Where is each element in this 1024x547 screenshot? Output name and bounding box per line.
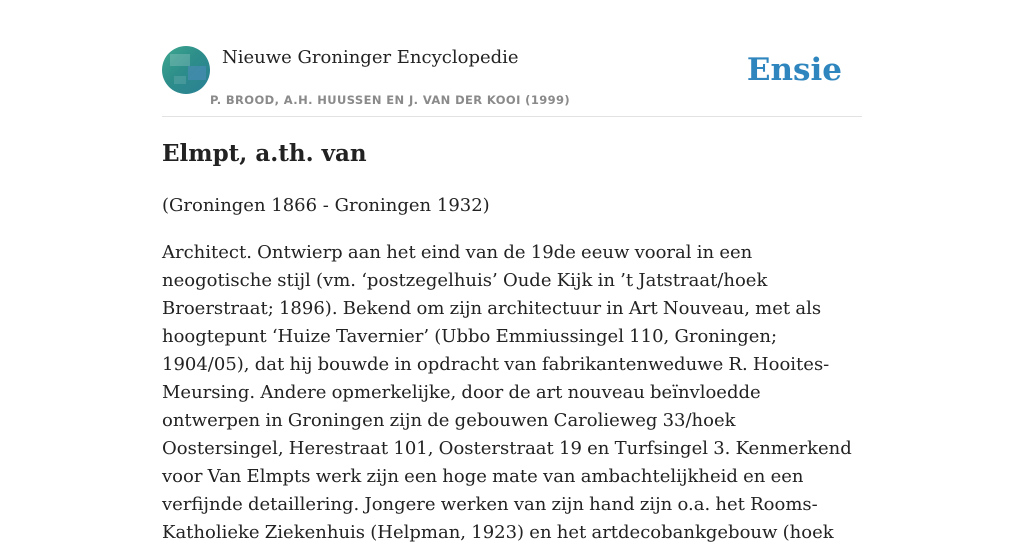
header: [162, 46, 862, 117]
entry-body: Architect. Ontwierp aan het eind van de 19de eeuw vooral in een neogotische stijl (vm. ‘postzegelhuis’ Oude Kijk in ’t Jatstraat/hoek Broerstraat; 1896). Bekend om zijn architectuur in Art Nouveau, met als hoogtepunt ‘Huize Tavernier’ (Ubbo Emmiussingel 110, Groningen; 1904/05), dat hij bouwde in opdracht van fabrikantenweduwe R. Hooites-Meursing. Andere opmerkelijke, door de art nouveau beïnvloedde ontwerpen in Groningen zijn de gebouwen Carolieweg 33/hoek Oostersingel, Herestraat 101, Oosterstraat 19 en Turfsingel 3. Kenmerkend voor Van Elmpts werk zijn een hoge mate van ambachtelijkheid en een verfijnde detaillering. Jongere werken van zijn hand zijn o.a. het Rooms-Katholieke Ziekenhuis (Helpman, 1923) en het artdecobankgebouw (hoek: [162, 242, 852, 543]
book-authors: P. BROOD, A.H. HUUSSEN EN J. VAN DER KOOI (1999): [210, 93, 571, 107]
cover-block: [188, 66, 206, 80]
entry-dates: (Groningen 1866 - Groningen 1932): [162, 195, 490, 216]
entry-content: [162, 136, 862, 547]
cover-block: [170, 54, 190, 66]
book-cover-icon[interactable]: [162, 46, 210, 94]
brand-logo[interactable]: Ensie: [746, 52, 842, 88]
cover-block: [174, 76, 186, 84]
entry-title: Elmpt, a.th. van: [162, 140, 367, 167]
book-title[interactable]: Nieuwe Groninger Encyclopedie: [222, 47, 519, 68]
